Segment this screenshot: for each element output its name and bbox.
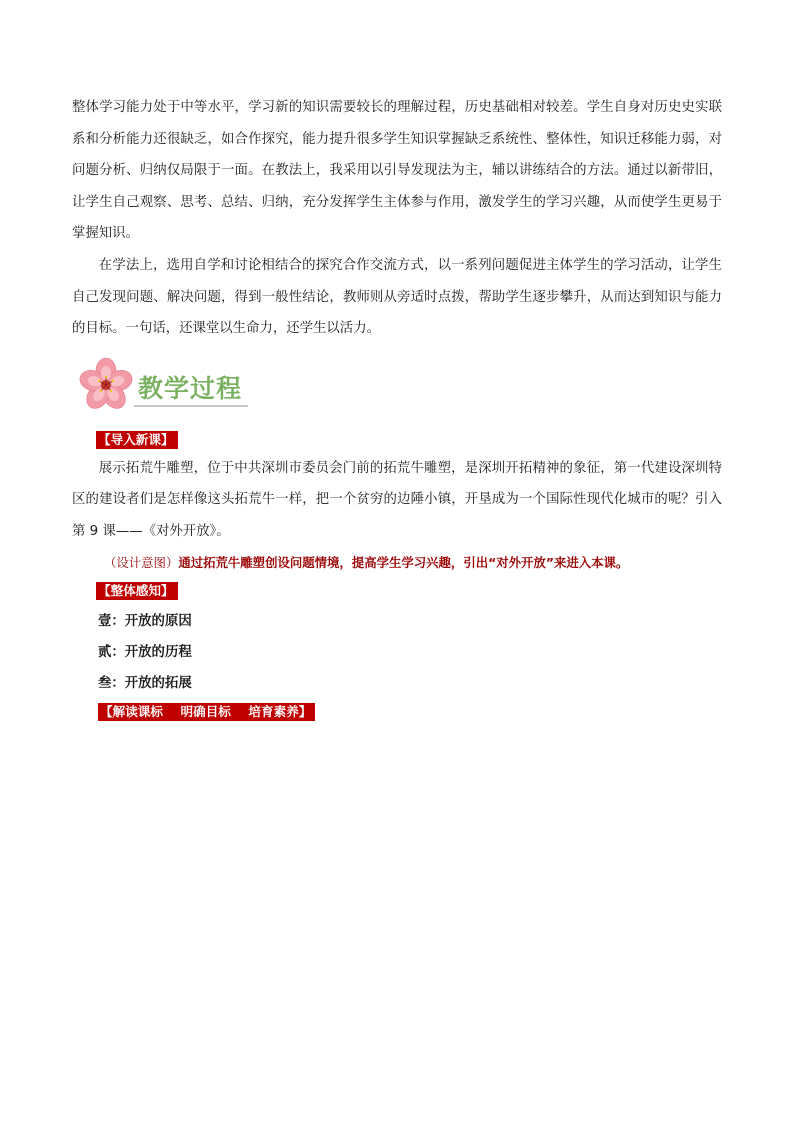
intro-paragraph-2: 在学法上，选用自学和讨论相结合的探究合作交流方式，以一系列问题促进主体学生的学习活动，让学生自己发现问题、解决问题，得到一般性结论，教师则从旁适时点拨，帮助学生逐步攀升，从而达到知识与能力的目标。一句话，还课堂以生命力，还学生以活力。	[72, 257, 722, 337]
overview-item-1: 壹：开放的原因	[98, 613, 192, 629]
design-intent	[104, 548, 722, 578]
lesson-intro-paragraph: 展示拓荒牛雕塑，位于中共深圳市委员会门前的拓荒牛雕塑，是深圳开拓精神的象征，第一代建设深圳特区的建设者们是怎样像这头拓荒牛一样，把一个贫穷的边陲小镇，开垦成为一个国际性现代化城市的呢？引入第 9 课——《对外开放》。	[72, 460, 722, 539]
intro-lesson-tag: 【导入新课】	[96, 431, 178, 449]
intro-paragraph-1: 整体学习能力处于中等水平，学习新的知识需要较长的理解过程，历史基础相对较差。学生自身对历史史实联系和分析能力还很缺乏，如合作探究，能力提升很多学生知识掌握缺乏系统性、整体性，知识迁移能力弱，对问题分析、归纳仅局限于一面。在教法上，我采用以引导发现法为主，辅以讲练结合的方法。通过以新带旧，让学生自己观察、思考、总结、归纳，充分发挥学生主体参与作用，激发学生的学习兴趣，从而使学生更易于掌握知识。	[72, 100, 722, 242]
overview-item-3: 叁：开放的拓展	[98, 675, 192, 691]
tag-line-standards	[98, 701, 722, 723]
overview-tag: 【整体感知】	[96, 582, 178, 600]
design-intent-text: 通过拓荒牛雕塑创设问题情境，提高学生学习兴趣，引出“对外开放”来进入本课。	[178, 554, 629, 570]
document-page	[72, 92, 722, 723]
design-intent-lead: （设计意图）	[104, 554, 179, 570]
plum-blossom-icon	[76, 355, 136, 415]
section-header	[76, 355, 722, 419]
tag-line-intro	[96, 429, 722, 451]
tag-line-overview	[96, 580, 722, 602]
section-title: 教学过程	[138, 373, 243, 403]
overview-item-2: 贰：开放的历程	[98, 644, 192, 660]
standards-tag: 【解读课标 明确目标 培育素养】	[98, 703, 315, 721]
title-underline	[134, 405, 248, 407]
